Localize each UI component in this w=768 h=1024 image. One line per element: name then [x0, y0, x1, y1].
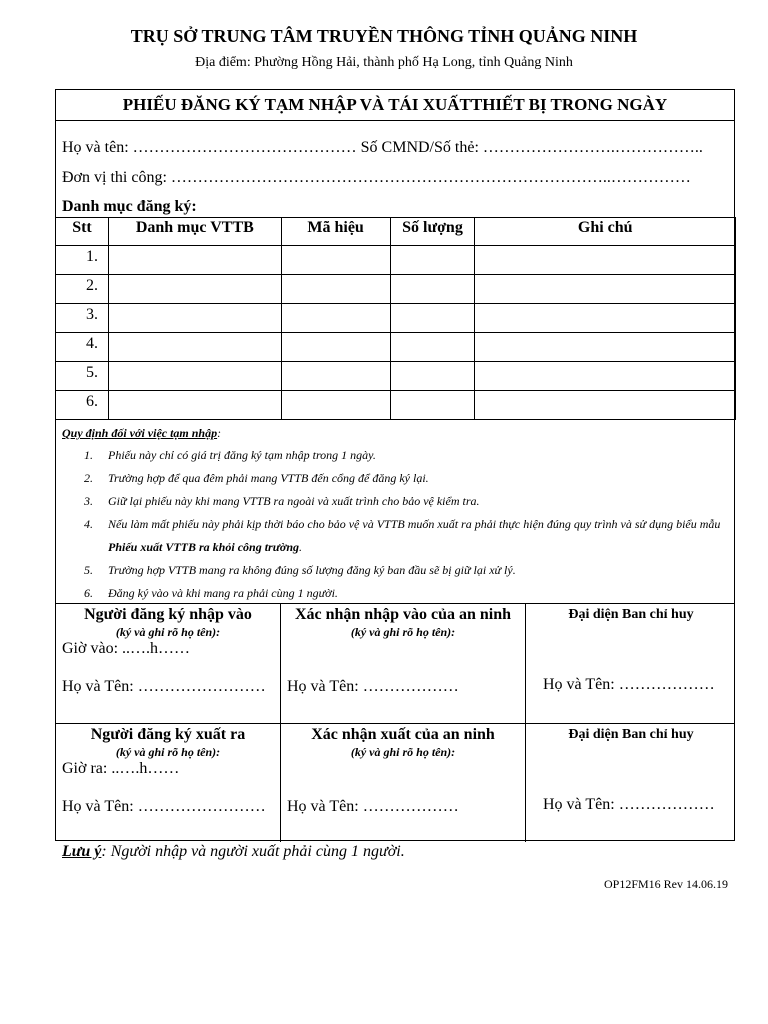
list-item [56, 444, 734, 467]
quantity-cell[interactable] [390, 362, 475, 391]
header-code: Mã hiệu [281, 218, 390, 246]
rule-number: 4. [84, 517, 93, 531]
rules-title-text: Quy định đối với việc tạm nhập [62, 426, 218, 440]
entry-security-title: Xác nhận nhập vào của an ninh [294, 606, 512, 623]
row-number: 5. [56, 362, 109, 391]
exit-registrant-sub: (ký và ghi rõ họ tên): [115, 745, 221, 759]
header-title: TRỤ SỞ TRUNG TÂM TRUYỀN THÔNG TỈNH QUẢNG NINH [130, 26, 638, 46]
row-number: 2. [56, 275, 109, 304]
notes-cell[interactable] [475, 246, 736, 275]
exit-registrant-box[interactable] [56, 724, 281, 842]
list-item [56, 582, 734, 605]
rule-number: 6. [84, 586, 93, 600]
rule-tail: . [299, 540, 302, 554]
registration-form [55, 89, 735, 841]
note-text: : Người nhập và người xuất phải cùng 1 người. [101, 843, 405, 860]
exit-time-field[interactable]: Giờ ra: ..….h…… [62, 760, 180, 777]
exit-security-sub: (ký và ghi rõ họ tên): [350, 745, 456, 759]
quantity-cell[interactable] [390, 304, 475, 333]
rule-number: 3. [84, 494, 93, 508]
exit-security-title: Xác nhận xuất của an ninh [311, 726, 495, 743]
list-item [56, 559, 734, 582]
table-row [56, 275, 736, 304]
rule-text: Phiếu này chỉ có giá trị đăng ký tạm nhập trong 1 ngày. [108, 448, 376, 462]
code-cell[interactable] [281, 304, 390, 333]
code-cell[interactable] [281, 275, 390, 304]
form-title: PHIẾU ĐĂNG KÝ TẠM NHẬP VÀ TÁI XUẤTTHIẾT BỊ TRONG NGÀY [56, 90, 734, 121]
rule-text: Giữ lại phiếu này khi mang VTTB ra ngoài và xuất trình cho bảo vệ kiểm tra. [108, 494, 480, 508]
name-id-line: Họ và tên: …………………………………… Số CMND/Số thẻ: …………………….…………….. [62, 139, 703, 156]
exit-registrant-title: Người đăng ký xuất ra [90, 726, 246, 743]
item-cell[interactable] [108, 246, 281, 275]
entry-time-field[interactable]: Giờ vào: ..….h…… [62, 640, 191, 657]
entry-security-box[interactable] [281, 604, 526, 723]
row-number: 4. [56, 333, 109, 362]
entry-registrant-name-field[interactable]: Họ và Tên: …………………… [62, 678, 266, 695]
entry-security-sub: (ký và ghi rõ họ tên): [350, 625, 456, 639]
header-notes: Ghi chú [475, 218, 736, 246]
rules-section [56, 424, 734, 604]
note-label: Lưu ý [62, 843, 102, 860]
rules-title-suffix: : [217, 426, 222, 440]
rule-text: Nếu làm mất phiếu này phải kịp thời báo cho bảo vệ và VTTB muốn xuất ra phải thực hiện đúng quy trình và sử dụng biểu mẫu [108, 517, 721, 531]
quantity-cell[interactable] [390, 275, 475, 304]
rule-number: 5. [84, 563, 93, 577]
code-cell[interactable] [281, 333, 390, 362]
table-row [56, 391, 736, 420]
table-row [56, 246, 736, 275]
entry-registrant-box[interactable] [56, 604, 281, 723]
exit-signature-row [56, 724, 734, 842]
item-cell[interactable] [108, 304, 281, 333]
entry-command-title: Đại diện Ban chỉ huy [568, 607, 694, 622]
list-item [56, 513, 734, 559]
item-cell[interactable] [108, 391, 281, 420]
exit-security-name-field[interactable]: Họ và Tên: ……………… [287, 798, 459, 815]
document-code: OP12FM16 Rev 14.06.19 [603, 877, 728, 891]
code-cell[interactable] [281, 246, 390, 275]
rule-number: 2. [84, 471, 93, 485]
item-cell[interactable] [108, 333, 281, 362]
unit-line: Đơn vị thi công: ………………………………………………………………………..…………… [62, 169, 691, 186]
rule-number: 1. [84, 448, 93, 462]
entry-registrant-sub: (ký và ghi rõ họ tên): [115, 625, 221, 639]
entry-registrant-title: Người đăng ký nhập vào [84, 606, 252, 623]
footer-note [62, 843, 405, 861]
item-cell[interactable] [108, 362, 281, 391]
table-row [56, 304, 736, 333]
exit-command-box[interactable] [526, 724, 736, 842]
exit-registrant-name-field[interactable]: Họ và Tên: …………………… [62, 798, 266, 815]
table-row [56, 333, 736, 362]
quantity-cell[interactable] [390, 246, 475, 275]
rule-text: Trường hợp VTTB mang ra không đúng số lượng đăng ký ban đầu sẽ bị giữ lại xử lý. [108, 563, 516, 577]
notes-cell[interactable] [475, 333, 736, 362]
list-label: Danh mục đăng ký: [62, 198, 197, 215]
quantity-cell[interactable] [390, 391, 475, 420]
header-item: Danh mục VTTB [108, 218, 281, 246]
notes-cell[interactable] [475, 391, 736, 420]
entry-signature-row [56, 604, 734, 724]
entry-command-name-field[interactable]: Họ và Tên: ……………… [543, 676, 715, 693]
header-stt: Stt [56, 218, 109, 246]
notes-cell[interactable] [475, 304, 736, 333]
code-cell[interactable] [281, 391, 390, 420]
rule-text: Trường hợp để qua đêm phải mang VTTB đến cổng để đăng ký lại. [108, 471, 429, 485]
row-number: 1. [56, 246, 109, 275]
notes-cell[interactable] [475, 275, 736, 304]
row-number: 6. [56, 391, 109, 420]
quantity-cell[interactable] [390, 333, 475, 362]
exit-command-title: Đại diện Ban chỉ huy [568, 727, 694, 742]
rule-form-name: Phiếu xuất VTTB ra khỏi công trường [108, 540, 299, 554]
row-number: 3. [56, 304, 109, 333]
entry-security-name-field[interactable]: Họ và Tên: ……………… [287, 678, 459, 695]
header-address: Địa điểm: Phường Hồng Hải, thành phố Hạ Long, tỉnh Quảng Ninh [195, 55, 573, 70]
exit-security-box[interactable] [281, 724, 526, 842]
code-cell[interactable] [281, 362, 390, 391]
rules-list [56, 444, 734, 605]
exit-command-name-field[interactable]: Họ và Tên: ……………… [543, 796, 715, 813]
list-item [56, 490, 734, 513]
rule-text: Đăng ký vào và khi mang ra phải cùng 1 người. [108, 586, 338, 600]
entry-command-box[interactable] [526, 604, 736, 723]
notes-cell[interactable] [475, 362, 736, 391]
header-quantity: Số lượng [390, 218, 475, 246]
table-row [56, 362, 736, 391]
table-header-row [56, 218, 736, 246]
item-cell[interactable] [108, 275, 281, 304]
equipment-table [55, 217, 736, 420]
rules-title [62, 426, 221, 441]
list-item [56, 467, 734, 490]
